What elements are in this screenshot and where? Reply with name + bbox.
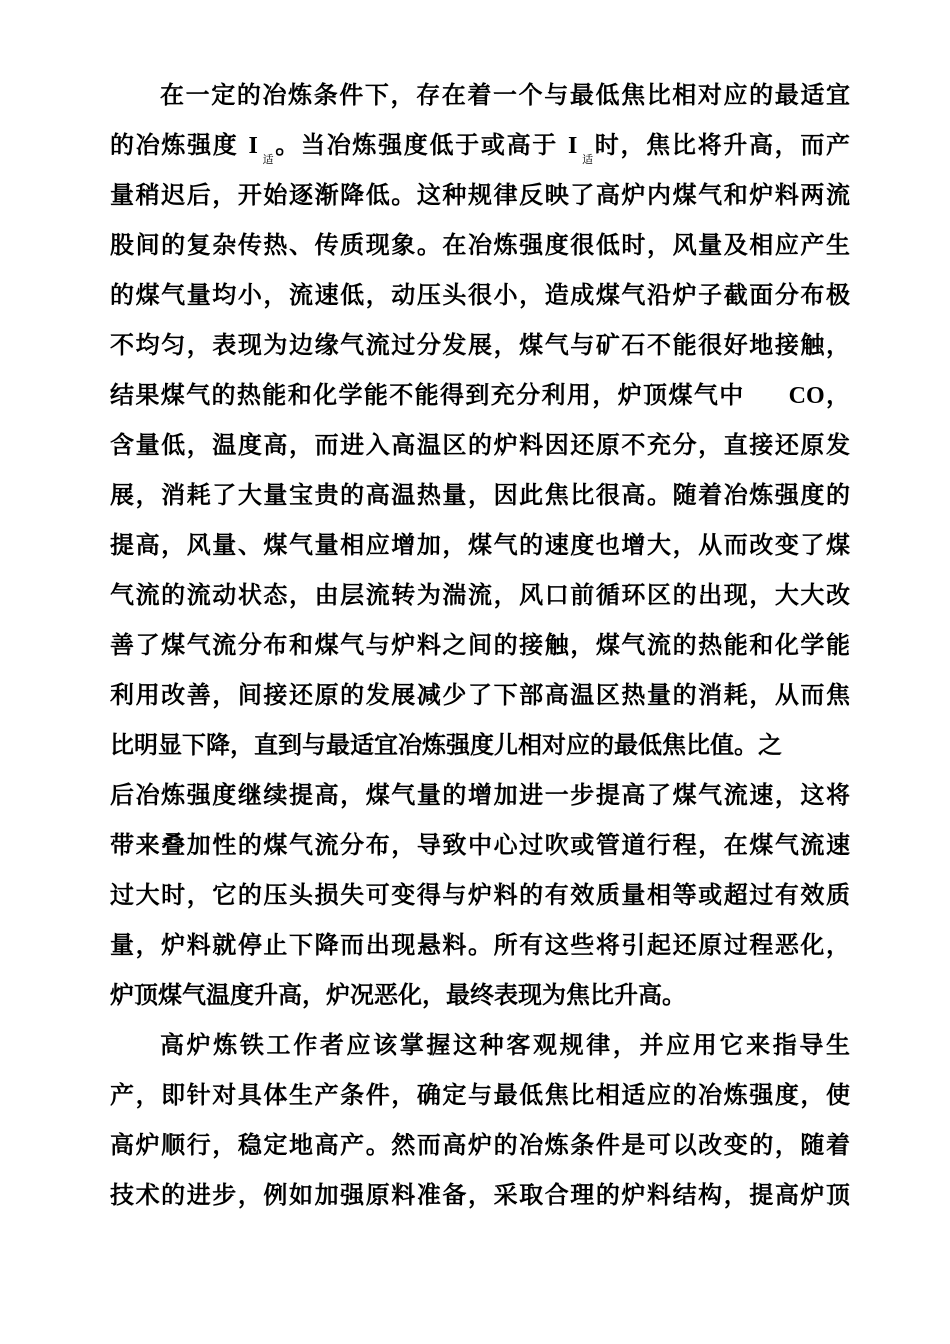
text-span: 时，焦比将升高，而产: [594, 131, 851, 159]
text-span: 的冶炼强度: [110, 131, 239, 159]
text-line: 气流的流动状态，由层流转为湍流，风口前循环区的出现，大大改: [110, 581, 850, 609]
subscript: 适: [260, 153, 276, 166]
text-line: 利用改善，间接还原的发展减少了下部高温区热量的消耗，从而焦: [110, 681, 850, 709]
text-line: 高炉炼铁工作者应该掌握这种客观规律，并应用它来指导生: [160, 1031, 850, 1059]
text-line: 比明显下降，直到与最适宜冶炼强度儿相对应的最低焦比值。之: [110, 731, 782, 759]
text-line: 善了煤气流分布和煤气与炉料之间的接触，煤气流的热能和化学能: [110, 631, 850, 659]
chemical-formula: CO: [788, 383, 825, 409]
text-line: 展，消耗了大量宝贵的高温热量，因此焦比很高。随着冶炼强度的: [110, 481, 850, 509]
text-line: 高炉顺行，稳定地高产。然而高炉的冶炼条件是可以改变的，随着: [110, 1131, 850, 1159]
text-line: 含量低，温度高，而进入高温区的炉料因还原不充分，直接还原发: [110, 431, 850, 459]
text-span: 结果煤气的热能和化学能不能得到充分利用，炉顶煤气中: [110, 381, 745, 409]
text-line: 在一定的冶炼条件下，存在着一个与最低焦比相对应的最适宜: [160, 81, 850, 109]
text-line: 炉顶煤气温度升高，炉况恶化，最终表现为焦比升高。: [110, 981, 686, 1009]
subscript: 适: [580, 153, 595, 166]
text-line: 不均匀，表现为边缘气流过分发展，煤气与矿石不能很好地接触，: [110, 331, 850, 359]
text-span: 。当冶炼强度低于或高于: [275, 131, 558, 159]
text-line: 技术的进步，例如加强原料准备，采取合理的炉料结构，提高炉顶: [110, 1181, 850, 1209]
text-line-with-subscripts: [110, 130, 851, 166]
text-line: 产，即针对具体生产条件，确定与最低焦比相适应的冶炼强度，使: [110, 1081, 850, 1109]
text-line: 的煤气量均小，流速低，动压头很小，造成煤气沿炉子截面分布极: [110, 281, 850, 309]
text-line: 量稍迟后，开始逐渐降低。这种规律反映了高炉内煤气和炉料两流: [110, 181, 850, 209]
text-line: 过大时，它的压头损失可变得与炉料的有效质量相等或超过有效质: [110, 881, 850, 909]
text-line-with-formula: [110, 380, 850, 410]
symbol-I: I: [248, 133, 258, 159]
text-span: ，: [824, 381, 851, 409]
symbol-I: I: [568, 133, 578, 159]
text-line: 股间的复杂传热、传质现象。在冶炼强度很低时，风量及相应产生: [110, 231, 850, 259]
text-line: 后冶炼强度继续提高，煤气量的增加进一步提高了煤气流速，这将: [110, 781, 850, 809]
text-line: 量，炉料就停止下降而出现悬料。所有这些将引起还原过程恶化，: [110, 931, 850, 959]
text-line: 提高，风量、煤气量相应增加，煤气的速度也增大，从而改变了煤: [110, 531, 850, 559]
text-line: 带来叠加性的煤气流分布，导致中心过吹或管道行程，在煤气流速: [110, 831, 850, 859]
